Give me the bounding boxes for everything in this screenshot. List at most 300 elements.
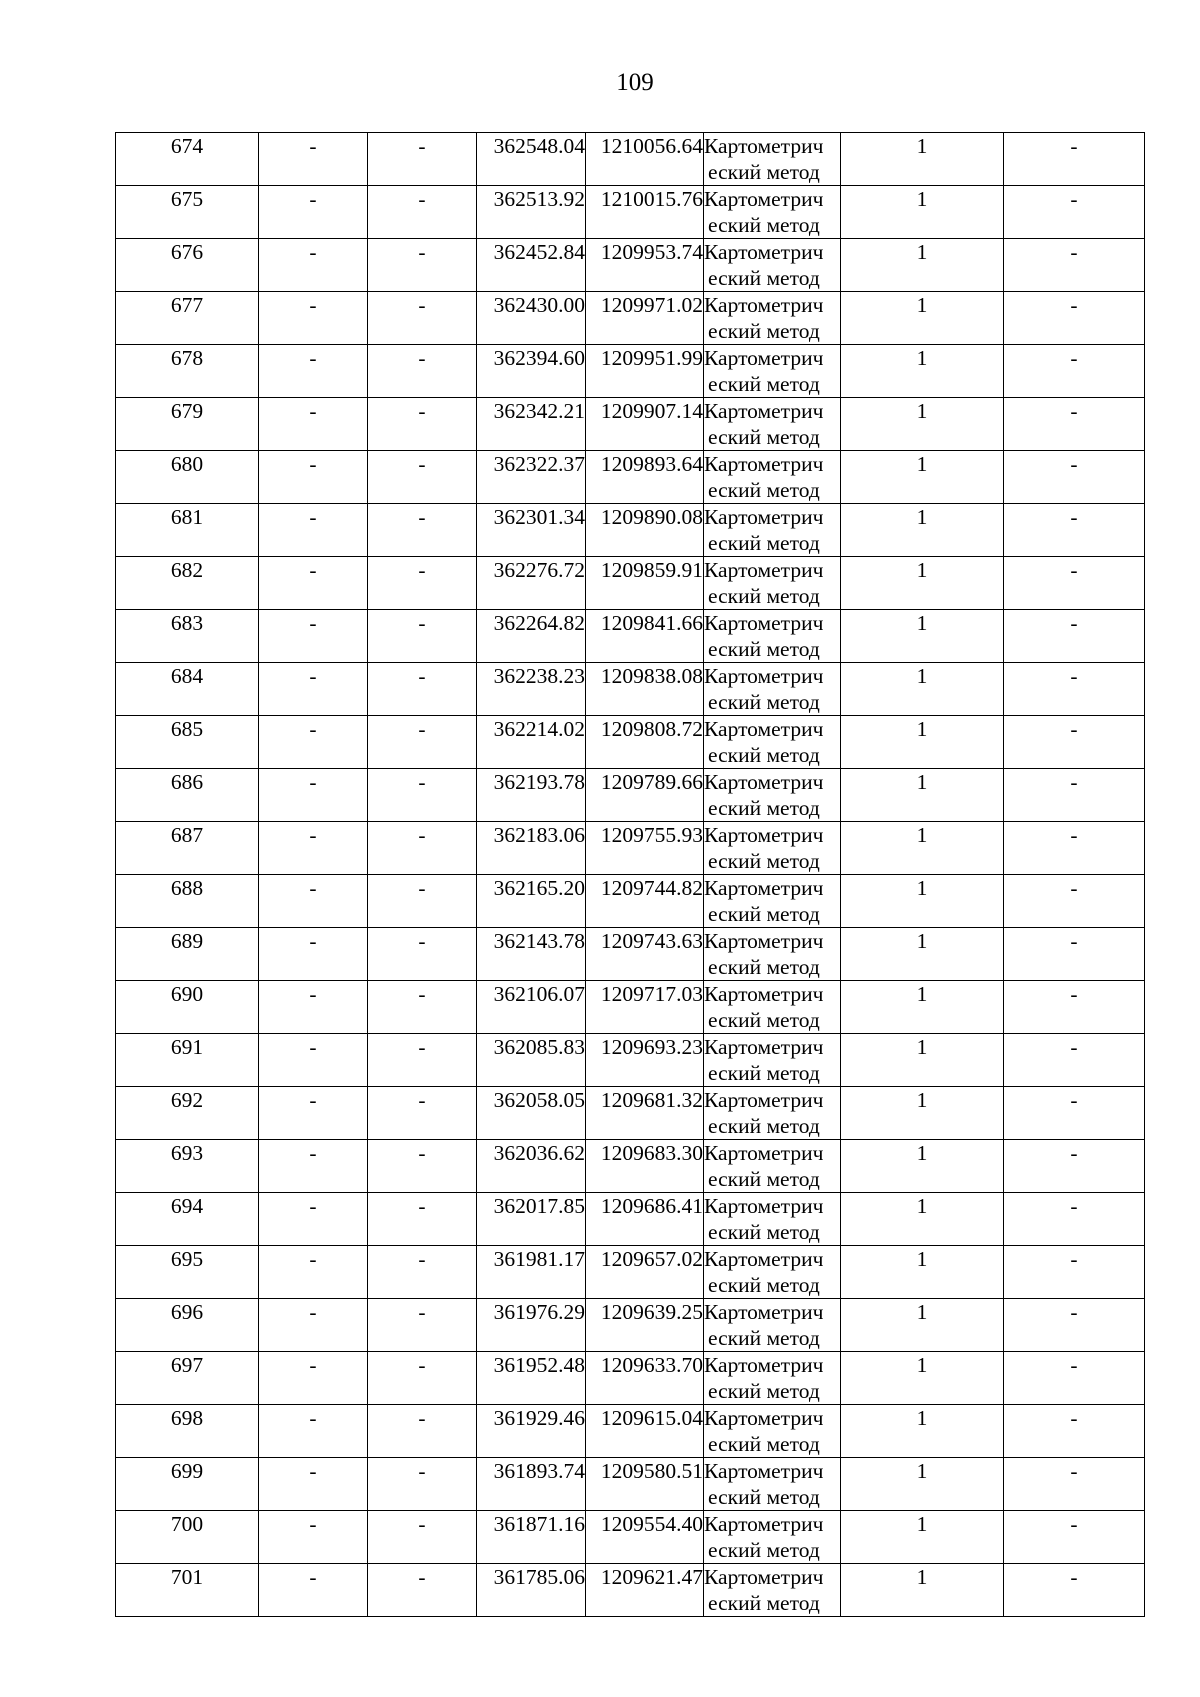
accuracy-cell: 1 [841,663,1004,716]
method-text-line: Картометрич [704,1512,824,1536]
empty-value-cell: - [259,875,368,928]
y-coordinate-cell: 1209789.66 [586,769,704,822]
table-row [116,1034,1145,1087]
point-number-cell: 683 [116,610,259,663]
y-coordinate-cell: 1209953.74 [586,239,704,292]
point-number-cell: 691 [116,1034,259,1087]
x-coordinate-cell: 361893.74 [477,1458,586,1511]
empty-value-cell: - [368,1405,477,1458]
table-row [116,451,1145,504]
accuracy-cell: 1 [841,345,1004,398]
method-text-line: еский метод [708,1326,820,1350]
method-cell [704,1405,841,1458]
method-text-line: Картометрич [704,929,824,953]
empty-value-cell: - [259,133,368,186]
method-cell [704,981,841,1034]
accuracy-cell: 1 [841,1087,1004,1140]
empty-value-cell: - [259,1511,368,1564]
method-text-line: Картометрич [704,1300,824,1324]
table-row [116,1246,1145,1299]
method-cell [704,1458,841,1511]
accuracy-cell: 1 [841,610,1004,663]
empty-value-cell: - [1004,1564,1145,1617]
point-number-cell: 684 [116,663,259,716]
method-text-line: Картометрич [704,1035,824,1059]
x-coordinate-cell: 362214.02 [477,716,586,769]
empty-value-cell: - [368,504,477,557]
method-text-line: еский метод [708,1008,820,1032]
method-text-line: еский метод [708,1591,820,1615]
method-text-line: еский метод [708,637,820,661]
table-row [116,398,1145,451]
method-cell [704,345,841,398]
method-text-line: Картометрич [704,293,824,317]
method-text-line: еский метод [708,902,820,926]
empty-value-cell: - [368,1193,477,1246]
empty-value-cell: - [368,1352,477,1405]
y-coordinate-cell: 1209841.66 [586,610,704,663]
x-coordinate-cell: 362342.21 [477,398,586,451]
x-coordinate-cell: 362322.37 [477,451,586,504]
point-number-cell: 685 [116,716,259,769]
method-text-line: Картометрич [704,770,824,794]
method-text-line: еский метод [708,743,820,767]
empty-value-cell: - [259,345,368,398]
method-text-line: Картометрич [704,1459,824,1483]
table-row [116,928,1145,981]
coordinates-table-body [116,133,1145,1617]
empty-value-cell: - [1004,504,1145,557]
empty-value-cell: - [368,133,477,186]
empty-value-cell: - [368,1458,477,1511]
empty-value-cell: - [259,398,368,451]
y-coordinate-cell: 1209681.32 [586,1087,704,1140]
empty-value-cell: - [1004,345,1145,398]
table-row [116,610,1145,663]
empty-value-cell: - [1004,981,1145,1034]
accuracy-cell: 1 [841,716,1004,769]
empty-value-cell: - [259,610,368,663]
y-coordinate-cell: 1209693.23 [586,1034,704,1087]
empty-value-cell: - [259,928,368,981]
method-cell [704,1246,841,1299]
point-number-cell: 692 [116,1087,259,1140]
table-row [116,1405,1145,1458]
method-cell [704,451,841,504]
y-coordinate-cell: 1209838.08 [586,663,704,716]
empty-value-cell: - [259,1458,368,1511]
accuracy-cell: 1 [841,822,1004,875]
table-row [116,1564,1145,1617]
method-text-line: еский метод [708,266,820,290]
method-cell [704,1564,841,1617]
x-coordinate-cell: 361952.48 [477,1352,586,1405]
table-row [116,663,1145,716]
method-text-line: Картометрич [704,505,824,529]
method-text-line: Картометрич [704,717,824,741]
empty-value-cell: - [1004,1034,1145,1087]
accuracy-cell: 1 [841,875,1004,928]
point-number-cell: 675 [116,186,259,239]
method-text-line: Картометрич [704,611,824,635]
empty-value-cell: - [259,504,368,557]
empty-value-cell: - [1004,1087,1145,1140]
x-coordinate-cell: 362513.92 [477,186,586,239]
y-coordinate-cell: 1209717.03 [586,981,704,1034]
method-text-line: еский метод [708,372,820,396]
empty-value-cell: - [1004,451,1145,504]
x-coordinate-cell: 361929.46 [477,1405,586,1458]
accuracy-cell: 1 [841,928,1004,981]
accuracy-cell: 1 [841,504,1004,557]
table-row [116,1193,1145,1246]
x-coordinate-cell: 362452.84 [477,239,586,292]
point-number-cell: 678 [116,345,259,398]
method-text-line: Картометрич [704,876,824,900]
x-coordinate-cell: 362264.82 [477,610,586,663]
point-number-cell: 698 [116,1405,259,1458]
x-coordinate-cell: 362085.83 [477,1034,586,1087]
accuracy-cell: 1 [841,1511,1004,1564]
x-coordinate-cell: 361976.29 [477,1299,586,1352]
y-coordinate-cell: 1210015.76 [586,186,704,239]
empty-value-cell: - [1004,1246,1145,1299]
accuracy-cell: 1 [841,239,1004,292]
method-cell [704,716,841,769]
y-coordinate-cell: 1210056.64 [586,133,704,186]
method-text-line: Картометрич [704,1194,824,1218]
method-text-line: Картометрич [704,664,824,688]
empty-value-cell: - [1004,769,1145,822]
x-coordinate-cell: 361785.06 [477,1564,586,1617]
x-coordinate-cell: 362430.00 [477,292,586,345]
accuracy-cell: 1 [841,451,1004,504]
empty-value-cell: - [368,451,477,504]
method-text-line: еский метод [708,690,820,714]
accuracy-cell: 1 [841,1458,1004,1511]
method-text-line: еский метод [708,1432,820,1456]
empty-value-cell: - [259,716,368,769]
accuracy-cell: 1 [841,398,1004,451]
accuracy-cell: 1 [841,186,1004,239]
x-coordinate-cell: 362183.06 [477,822,586,875]
table-row [116,981,1145,1034]
method-text-line: Картометрич [704,1088,824,1112]
table-row [116,345,1145,398]
x-coordinate-cell: 362036.62 [477,1140,586,1193]
empty-value-cell: - [1004,875,1145,928]
empty-value-cell: - [368,928,477,981]
method-text-line: Картометрич [704,452,824,476]
empty-value-cell: - [368,822,477,875]
x-coordinate-cell: 361981.17 [477,1246,586,1299]
method-text-line: Картометрич [704,982,824,1006]
empty-value-cell: - [368,1087,477,1140]
point-number-cell: 696 [116,1299,259,1352]
x-coordinate-cell: 362548.04 [477,133,586,186]
method-cell [704,928,841,981]
method-text-line: еский метод [708,1485,820,1509]
table-row [116,1140,1145,1193]
empty-value-cell: - [259,1564,368,1617]
accuracy-cell: 1 [841,1564,1004,1617]
empty-value-cell: - [1004,186,1145,239]
empty-value-cell: - [368,186,477,239]
empty-value-cell: - [259,1246,368,1299]
method-text-line: еский метод [708,1061,820,1085]
method-text-line: Картометрич [704,134,824,158]
method-text-line: еский метод [708,531,820,555]
accuracy-cell: 1 [841,1193,1004,1246]
method-cell [704,1087,841,1140]
x-coordinate-cell: 362301.34 [477,504,586,557]
y-coordinate-cell: 1209580.51 [586,1458,704,1511]
y-coordinate-cell: 1209951.99 [586,345,704,398]
method-cell [704,1140,841,1193]
method-text-line: Картометрич [704,399,824,423]
table-row [116,1299,1145,1352]
method-text-line: Картометрич [704,1406,824,1430]
method-text-line: еский метод [708,1167,820,1191]
y-coordinate-cell: 1209683.30 [586,1140,704,1193]
table-row [116,186,1145,239]
method-text-line: еский метод [708,319,820,343]
accuracy-cell: 1 [841,557,1004,610]
point-number-cell: 679 [116,398,259,451]
empty-value-cell: - [368,1246,477,1299]
x-coordinate-cell: 362165.20 [477,875,586,928]
empty-value-cell: - [1004,610,1145,663]
method-text-line: Картометрич [704,823,824,847]
method-text-line: еский метод [708,849,820,873]
accuracy-cell: 1 [841,292,1004,345]
empty-value-cell: - [259,186,368,239]
empty-value-cell: - [1004,1405,1145,1458]
empty-value-cell: - [259,663,368,716]
accuracy-cell: 1 [841,1299,1004,1352]
y-coordinate-cell: 1209755.93 [586,822,704,875]
empty-value-cell: - [368,610,477,663]
empty-value-cell: - [259,1193,368,1246]
method-text-line: Картометрич [704,558,824,582]
method-cell [704,663,841,716]
table-row [116,292,1145,345]
method-cell [704,557,841,610]
empty-value-cell: - [259,292,368,345]
accuracy-cell: 1 [841,981,1004,1034]
empty-value-cell: - [368,1299,477,1352]
point-number-cell: 681 [116,504,259,557]
coordinates-table [115,132,1145,1617]
y-coordinate-cell: 1209639.25 [586,1299,704,1352]
y-coordinate-cell: 1209554.40 [586,1511,704,1564]
empty-value-cell: - [259,981,368,1034]
empty-value-cell: - [368,398,477,451]
method-cell [704,239,841,292]
accuracy-cell: 1 [841,1405,1004,1458]
table-row [116,133,1145,186]
method-text-line: еский метод [708,213,820,237]
empty-value-cell: - [1004,822,1145,875]
y-coordinate-cell: 1209971.02 [586,292,704,345]
empty-value-cell: - [259,769,368,822]
method-text-line: еский метод [708,1273,820,1297]
y-coordinate-cell: 1209744.82 [586,875,704,928]
y-coordinate-cell: 1209621.47 [586,1564,704,1617]
empty-value-cell: - [1004,928,1145,981]
accuracy-cell: 1 [841,1140,1004,1193]
method-text-line: Картометрич [704,1141,824,1165]
empty-value-cell: - [368,1140,477,1193]
x-coordinate-cell: 362193.78 [477,769,586,822]
method-text-line: еский метод [708,425,820,449]
accuracy-cell: 1 [841,1034,1004,1087]
point-number-cell: 677 [116,292,259,345]
empty-value-cell: - [368,716,477,769]
empty-value-cell: - [259,1087,368,1140]
empty-value-cell: - [1004,292,1145,345]
method-text-line: еский метод [708,796,820,820]
empty-value-cell: - [368,345,477,398]
page-number: 109 [616,69,654,96]
empty-value-cell: - [1004,557,1145,610]
x-coordinate-cell: 362106.07 [477,981,586,1034]
empty-value-cell: - [1004,398,1145,451]
empty-value-cell: - [1004,133,1145,186]
method-cell [704,1034,841,1087]
y-coordinate-cell: 1209893.64 [586,451,704,504]
table-row [116,875,1145,928]
y-coordinate-cell: 1209633.70 [586,1352,704,1405]
point-number-cell: 697 [116,1352,259,1405]
method-text-line: еский метод [708,584,820,608]
point-number-cell: 680 [116,451,259,504]
method-cell [704,822,841,875]
point-number-cell: 689 [116,928,259,981]
method-text-line: еский метод [708,1114,820,1138]
empty-value-cell: - [368,557,477,610]
accuracy-cell: 1 [841,133,1004,186]
empty-value-cell: - [259,1140,368,1193]
table-row [116,239,1145,292]
accuracy-cell: 1 [841,769,1004,822]
point-number-cell: 695 [116,1246,259,1299]
method-text-line: Картометрич [704,187,824,211]
method-cell [704,186,841,239]
empty-value-cell: - [368,292,477,345]
method-cell [704,769,841,822]
method-text-line: еский метод [708,1220,820,1244]
empty-value-cell: - [368,239,477,292]
method-cell [704,292,841,345]
empty-value-cell: - [259,822,368,875]
empty-value-cell: - [1004,663,1145,716]
table-row [116,822,1145,875]
x-coordinate-cell: 362394.60 [477,345,586,398]
x-coordinate-cell: 362017.85 [477,1193,586,1246]
y-coordinate-cell: 1209859.91 [586,557,704,610]
empty-value-cell: - [1004,1193,1145,1246]
point-number-cell: 687 [116,822,259,875]
empty-value-cell: - [1004,716,1145,769]
y-coordinate-cell: 1209808.72 [586,716,704,769]
empty-value-cell: - [1004,239,1145,292]
method-cell [704,504,841,557]
method-cell [704,875,841,928]
method-cell [704,398,841,451]
empty-value-cell: - [368,981,477,1034]
table-row [116,504,1145,557]
method-cell [704,133,841,186]
empty-value-cell: - [259,1352,368,1405]
point-number-cell: 700 [116,1511,259,1564]
x-coordinate-cell: 361871.16 [477,1511,586,1564]
table-row [116,557,1145,610]
empty-value-cell: - [368,769,477,822]
x-coordinate-cell: 362238.23 [477,663,586,716]
empty-value-cell: - [259,1405,368,1458]
y-coordinate-cell: 1209686.41 [586,1193,704,1246]
empty-value-cell: - [368,875,477,928]
method-cell [704,1352,841,1405]
table-row [116,1458,1145,1511]
empty-value-cell: - [259,1299,368,1352]
empty-value-cell: - [1004,1458,1145,1511]
table-row [116,1352,1145,1405]
point-number-cell: 674 [116,133,259,186]
point-number-cell: 688 [116,875,259,928]
accuracy-cell: 1 [841,1246,1004,1299]
y-coordinate-cell: 1209615.04 [586,1405,704,1458]
empty-value-cell: - [368,663,477,716]
accuracy-cell: 1 [841,1352,1004,1405]
point-number-cell: 682 [116,557,259,610]
point-number-cell: 699 [116,1458,259,1511]
table-row [116,769,1145,822]
empty-value-cell: - [368,1034,477,1087]
table-row [116,1087,1145,1140]
point-number-cell: 701 [116,1564,259,1617]
point-number-cell: 694 [116,1193,259,1246]
method-text-line: Картометрич [704,1565,824,1589]
table-row [116,716,1145,769]
method-text-line: еский метод [708,1538,820,1562]
x-coordinate-cell: 362276.72 [477,557,586,610]
y-coordinate-cell: 1209743.63 [586,928,704,981]
x-coordinate-cell: 362143.78 [477,928,586,981]
table-row [116,1511,1145,1564]
x-coordinate-cell: 362058.05 [477,1087,586,1140]
point-number-cell: 686 [116,769,259,822]
empty-value-cell: - [259,1034,368,1087]
empty-value-cell: - [259,451,368,504]
point-number-cell: 693 [116,1140,259,1193]
point-number-cell: 690 [116,981,259,1034]
method-text-line: еский метод [708,160,820,184]
empty-value-cell: - [1004,1352,1145,1405]
empty-value-cell: - [259,557,368,610]
y-coordinate-cell: 1209890.08 [586,504,704,557]
y-coordinate-cell: 1209657.02 [586,1246,704,1299]
method-cell [704,610,841,663]
method-text-line: еский метод [708,1379,820,1403]
y-coordinate-cell: 1209907.14 [586,398,704,451]
method-cell [704,1299,841,1352]
method-text-line: Картометрич [704,1353,824,1377]
method-cell [704,1193,841,1246]
empty-value-cell: - [1004,1140,1145,1193]
method-text-line: еский метод [708,955,820,979]
